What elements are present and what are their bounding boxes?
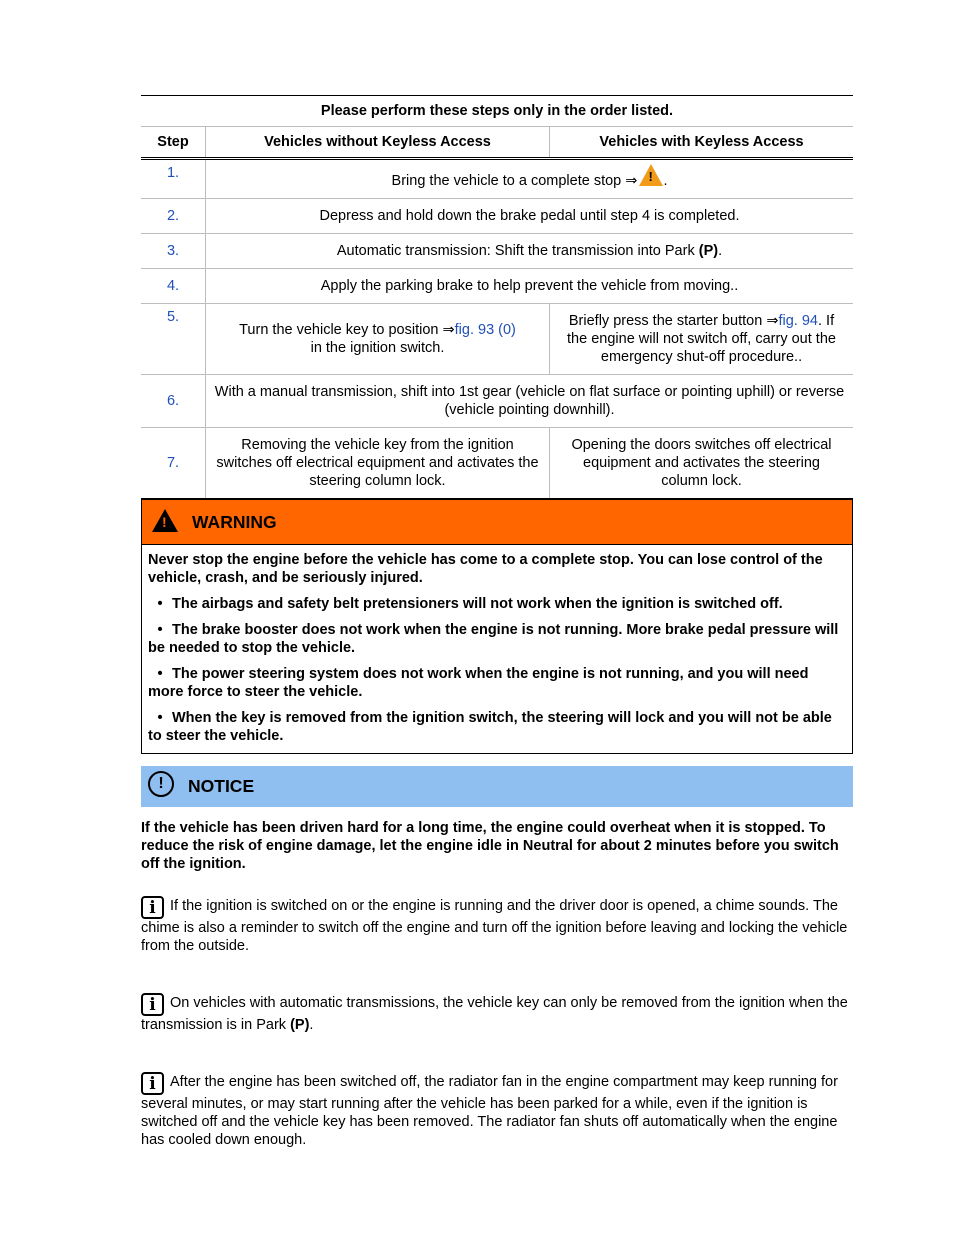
step-number: 1. xyxy=(141,159,206,199)
info-icon: i xyxy=(141,1072,164,1095)
header-step: Step xyxy=(141,127,206,159)
table-row xyxy=(141,159,853,199)
warning-bullet: • The brake booster does not work when the engine is not running. More brake pedal pressure will be needed to stop the vehicle. xyxy=(148,621,846,657)
warning-title: WARNING xyxy=(192,511,277,532)
step-number: 7. xyxy=(141,428,206,499)
warning-bullet: • The power steering system does not work when the engine is not running, and you will need more force to steer the vehicle. xyxy=(148,665,846,701)
step-text-with-keyless: Briefly press the starter button ⇒fig. 94. If the engine will not switch off, carry out the emergency shut-off procedure.. xyxy=(550,304,854,375)
steps-table xyxy=(141,95,853,499)
table-row xyxy=(141,234,853,269)
step-text: Bring the vehicle to a complete stop ⇒! . xyxy=(206,159,854,199)
step-number: 2. xyxy=(141,199,206,234)
step-number: 3. xyxy=(141,234,206,269)
info-note: i On vehicles with automatic transmissions, the vehicle key can only be removed from the ignition when the transmission is in Park (P). xyxy=(141,995,848,1033)
info-note: i After the engine has been switched off, the radiator fan in the engine compartment may keep running for several minutes, or may start running after the vehicle has been parked for a while, even if the ignition is switched off and the vehicle key has been removed. The radiator fan shuts off automatically when the engine has cooled down enough. xyxy=(141,1074,838,1148)
fig-93-link[interactable]: fig. 93 (0) xyxy=(454,322,516,338)
warning-bullet: • The airbags and safety belt pretensioners will not work when the ignition is switched off. xyxy=(148,595,846,613)
table-row xyxy=(141,375,853,428)
warning-triangle-icon xyxy=(152,509,178,532)
step-text: Depress and hold down the brake pedal until step 4 is completed. xyxy=(206,199,854,234)
step-text-without-keyless: Removing the vehicle key from the ignition switches off electrical equipment and activates the steering column lock. xyxy=(206,428,550,499)
info-icon: i xyxy=(141,896,164,919)
notice-box xyxy=(141,766,853,873)
header-without-keyless: Vehicles without Keyless Access xyxy=(206,127,550,159)
step-text: With a manual transmission, shift into 1st gear (vehicle on flat surface or pointing uphill) or reverse (vehicle pointing downhill). xyxy=(206,375,854,428)
table-caption: Please perform these steps only in the order listed. xyxy=(141,96,853,127)
header-with-keyless: Vehicles with Keyless Access xyxy=(550,127,854,159)
notice-title: NOTICE xyxy=(188,776,255,796)
table-row xyxy=(141,269,853,304)
warning-bullet: • When the key is removed from the ignition switch, the steering will lock and you will not be able to steer the vehicle. xyxy=(148,709,846,745)
step-text: Automatic transmission: Shift the transmission into Park (P). xyxy=(206,234,854,269)
step-number: 6. xyxy=(141,375,206,428)
warning-body xyxy=(142,545,852,753)
warning-header xyxy=(142,500,852,545)
info-icon: i xyxy=(141,993,164,1016)
exclamation-circle-icon: ! xyxy=(148,771,174,797)
step-text-without-keyless: Turn the vehicle key to position ⇒fig. 93 (0) in the ignition switch. xyxy=(206,304,550,375)
notice-header xyxy=(141,766,853,807)
step-text: Apply the parking brake to help prevent the vehicle from moving.. xyxy=(206,269,854,304)
manual-page xyxy=(141,95,853,1148)
warning-box xyxy=(141,499,853,754)
info-note: i If the ignition is switched on or the engine is running and the driver door is opened, a chime sounds. The chime is also a reminder to switch off the engine and turn off the ignition before leaving and locking the vehicle from the outside. xyxy=(141,898,848,954)
table-row xyxy=(141,428,853,499)
step-number: 5. xyxy=(141,304,206,375)
fig-94-link[interactable]: fig. 94 xyxy=(778,313,818,329)
warning-intro: Never stop the engine before the vehicle has come to a complete stop. You can lose control of the vehicle, crash, and be seriously injured. xyxy=(148,552,823,586)
table-row xyxy=(141,199,853,234)
step-number: 4. xyxy=(141,269,206,304)
step-text-with-keyless: Opening the doors switches off electrical equipment and activates the steering column lock. xyxy=(550,428,854,499)
table-row xyxy=(141,304,853,375)
notice-text: If the vehicle has been driven hard for a long time, the engine could overheat when it is stopped. To reduce the risk of engine damage, let the engine idle in Neutral for about 2 minutes before you switch off the ignition. xyxy=(141,820,839,872)
warning-triangle-icon[interactable] xyxy=(639,164,663,186)
